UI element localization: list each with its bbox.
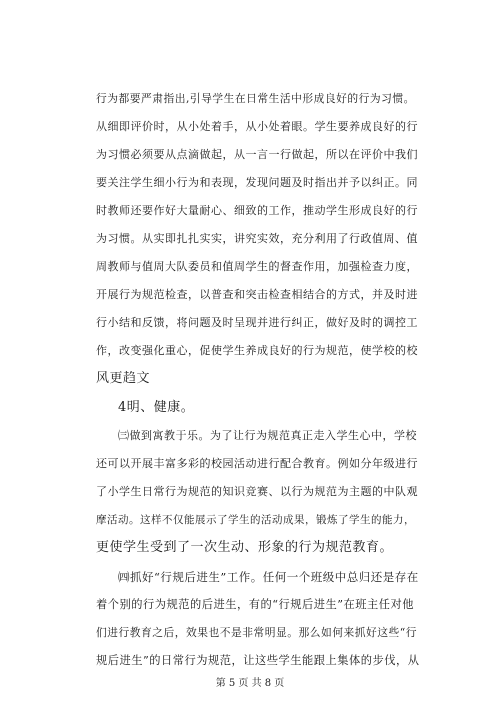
text-line: 行为都要严肃指出,引导学生在日常生活中形成良好的行为习惯。: [96, 92, 415, 105]
text-line: 还可以开展丰富多彩的校园活动进行配合教育。例如分年级进行: [96, 457, 418, 470]
text-line: 了小学生日常行为规范的知识竞赛、以行为规范为主题的中队观: [96, 485, 418, 498]
page-footer: 第 5 页 共 8 页: [215, 678, 285, 689]
text-line: 要关注学生细小行为和表现，发现问题及时指出并予以纠正。同: [96, 176, 418, 189]
text-line: 着个别的行为规范的后进生，有的“行规后进生”在班主任对他: [96, 598, 415, 611]
text-line: 开展行为规范检查，以普查和突击检查相结合的方式，并及时进: [96, 288, 418, 301]
text-line: 为习惯必须要从点滴做起，从一言一行做起，所以在评价中我们: [96, 148, 418, 161]
text-line: 周教师与值周大队委员和值周学生的督查作用，加强检查力度，: [96, 260, 418, 273]
paragraph-start-line: ㈣抓好“行规后进生”工作。任何一个班级中总归还是存在: [118, 570, 419, 584]
text-line: 从细即评价时，从小处着手，从小处着眼。学生要养成良好的行: [96, 120, 418, 133]
text-line: 规后进生”的日常行为规范，让这些学生能跟上集体的步伐，从: [96, 654, 420, 667]
text-line: 们进行教育之后，效果也不是非常明显。那么如何来抓好这些“行: [96, 626, 417, 639]
text-line: 为习惯。从实即扎扎实实，讲究实效，充分利用了行政值周、值: [96, 232, 418, 245]
text-line: 风更趋文: [96, 371, 151, 386]
text-line: 时教师还要作好大量耐心、细致的工作，推动学生形成良好的行: [96, 204, 418, 217]
paragraph-start-line: ㈢做到寓教于乐。为了让行为规范真正走入学生心中，学校: [118, 429, 417, 442]
section-heading: 4明、健康。: [118, 400, 195, 415]
text-line: 摩活动。这样不仅能展示了学生的活动成果，锻炼了学生的能力，: [96, 514, 415, 526]
text-line: 更使学生受到了一次生动、形象的行为规范教育。: [96, 540, 394, 555]
text-line: 作，改变强化重心，促使学生养成良好的行为规范，使学校的校: [96, 344, 418, 357]
text-line: 行小结和反馈，将问题及时呈现并进行纠正，做好及时的调控工: [96, 316, 418, 329]
